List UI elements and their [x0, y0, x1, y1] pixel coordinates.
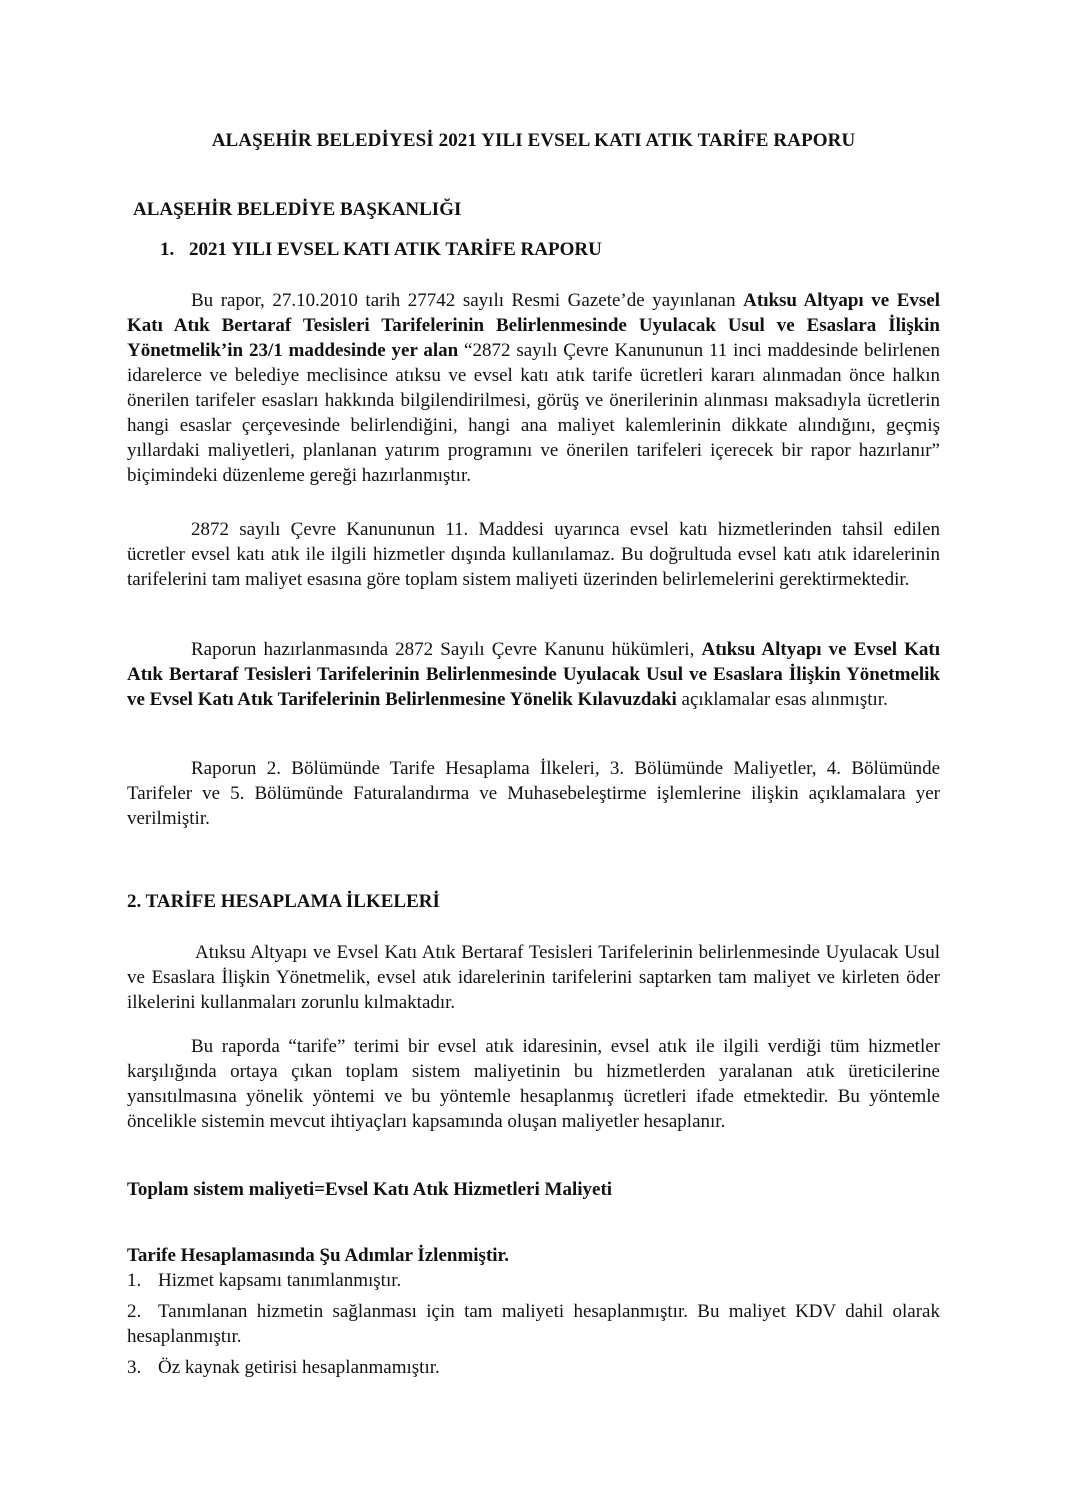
organization-name: ALAŞEHİR BELEDİYE BAŞKANLIĞI: [133, 199, 462, 220]
step-text: Hizmet kapsamı tanımlanmıştır.: [158, 1270, 402, 1291]
intro-paragraph: [127, 288, 940, 488]
step-number: 2.: [127, 1301, 142, 1322]
intro-bold-regulation: Atıksu Altyapı ve Evsel Katı Atık Bertaraf Tesisleri Tarifelerinin Belirlenmesinde Uyulacak Usul ve Esaslara İlişkin Yönetmelik’in 23/1 maddesinde yer alan: [127, 290, 940, 361]
step-text: Öz kaynak getirisi hesaplanmamıştır.: [158, 1357, 440, 1378]
tariff-definition-paragraph: Bu raporda “tarife” terimi bir evsel atık idaresinin, evsel atık ile ilgili verdiği tüm hizmetler karşılığında ortaya çıkan toplam sistem maliyetinin bu hizmetlerden yaralanan atık üreticilerine yansıtılmasına yönelik yöntemi ve bu yöntemle hesaplanmış ücretleri ifade etmektedir. Bu yöntemle öncelikle sistemin mevcut ihtiyaçları kapsamında oluşan maliyetler hesaplanır.: [127, 1036, 940, 1132]
intro-text-1: Bu rapor, 27.10.2010 tarih 27742 sayılı Resmi Gazete’de yayınlanan: [191, 290, 744, 311]
section-2-heading: 2. TARİFE HESAPLAMA İLKELERİ: [127, 891, 440, 912]
document-title: ALAŞEHİR BELEDİYESİ 2021 YILI EVSEL KATI ATIK TARİFE RAPORU: [211, 130, 856, 151]
step-number: 1.: [127, 1270, 142, 1291]
step-number: 3.: [127, 1357, 142, 1378]
steps-title: Tarife Hesaplamasında Şu Adımlar İzlenmiştir.: [127, 1245, 509, 1266]
law-paragraph: 2872 sayılı Çevre Kanununun 11. Maddesi uyarınca evsel katı hizmetlerinden tahsil edilen ücretler evsel katı atık ile ilgili hizmetler dışında kullanılamaz. Bu doğrultuda evsel katı atık idarelerinin tarifelerini tam maliyet esasına göre toplam sistem maliyeti üzerinden belirlemelerini gerektirmektedir.: [127, 519, 940, 590]
structure-paragraph: Raporun 2. Bölümünde Tarife Hesaplama İlkeleri, 3. Bölümünde Maliyetler, 4. Bölümünde Tarifeler ve 5. Bölümünde Faturalandırma ve Muhasebeleştirme işlemlerine ilişkin açıklamalara yer verilmiştir.: [127, 758, 940, 829]
intro-text-2: “2872 sayılı Çevre Kanununun 11 inci maddesinde belirlenen idarelerce ve belediye meclisince atıksu ve evsel katı atık tarife ücretleri kararı alınmadan önce halkın önerilen tarifeler esasları hakkında bilgilendirilmesi, görüş ve önerilerinin alınması maksadıyla ücretlerin hangi esaslar çerçevesinde belirlendiğini, hangi ana maliyet kalemlerinin dikkate alındığını, geçmiş yıllardaki maliyetleri, planlanan yatırım programını ve önerilen tarifeleri içerecek bir rapor hazırlanır” biçimindeki düzenleme gereği hazırlanmıştır.: [127, 340, 940, 486]
list-item: [127, 1355, 940, 1380]
section-1-heading: [160, 237, 602, 262]
list-item: [127, 1268, 940, 1293]
cost-formula: Toplam sistem maliyeti=Evsel Katı Atık Hizmetleri Maliyeti: [127, 1179, 613, 1200]
step-text: Tanımlanan hizmetin sağlanması için tam maliyeti hesaplanmıştır. Bu maliyet KDV dahil olarak hesaplanmıştır.: [127, 1301, 940, 1347]
list-item: [127, 1299, 940, 1349]
section-1-number: 1.: [160, 239, 175, 260]
sources-text-2: açıklamalar esas alınmıştır.: [676, 689, 888, 710]
principles-paragraph: Atıksu Altyapı ve Evsel Katı Atık Bertaraf Tesisleri Tarifelerinin belirlenmesinde Uyulacak Usul ve Esaslara İlişkin Yönetmelik, evsel atık idarelerinin tarifelerini saptarken tam maliyet ve kirleten öder ilkelerini kullanmaları zorunlu kılmaktadır.: [127, 942, 940, 1013]
section-1-title: 2021 YILI EVSEL KATI ATIK TARİFE RAPORU: [189, 239, 602, 260]
sources-bold-regulation: Atıksu Altyapı ve Evsel Katı Atık Bertaraf Tesisleri Tarifelerinin Belirlenmesinde Uyulacak Usul ve Esaslara İlişkin Yönetmelik ve Evsel Katı Atık Tarifelerinin Belirlenmesine Yönelik Kılavuzdaki: [127, 639, 941, 710]
sources-text-1: Raporun hazırlanmasında 2872 Sayılı Çevre Kanunu hükümleri,: [191, 639, 702, 660]
sources-paragraph: [127, 637, 940, 712]
